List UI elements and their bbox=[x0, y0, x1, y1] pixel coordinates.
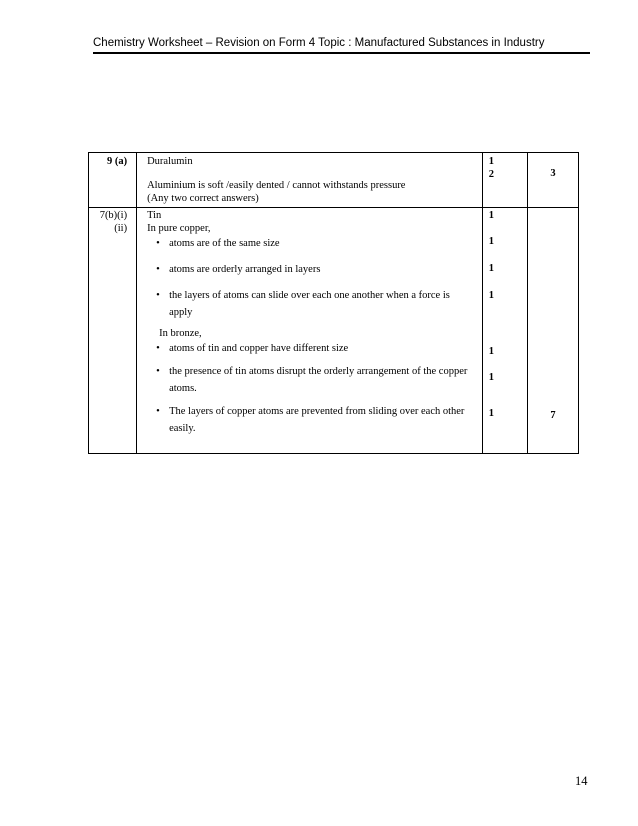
mark-value: 1 bbox=[488, 408, 495, 419]
mark-value: 1 bbox=[488, 236, 495, 247]
answer-line: In bronze, bbox=[159, 328, 202, 339]
question-number-cell bbox=[89, 153, 137, 208]
answer-bullet: • atoms are of the same size bbox=[147, 235, 474, 252]
answer-bullet: • the layers of atoms can slide over each one another when a force is apply bbox=[147, 287, 474, 321]
mark-value: 1 bbox=[488, 346, 495, 357]
table-row bbox=[89, 153, 579, 208]
table-row bbox=[89, 208, 579, 454]
answer-bullet: • the presence of tin atoms disrupt the orderly arrangement of the copper atoms. bbox=[147, 363, 474, 397]
answer-line: In pure copper, bbox=[147, 223, 211, 234]
answer-line: (Any two correct answers) bbox=[147, 193, 259, 204]
total-cell bbox=[527, 208, 578, 454]
answer-bullet: • The layers of copper atoms are prevented from sliding over each other easily. bbox=[147, 403, 474, 437]
mark-value: 1 bbox=[488, 156, 495, 167]
total-marks: 3 bbox=[550, 168, 556, 179]
answer-bullet: • atoms are orderly arranged in layers bbox=[147, 261, 474, 278]
answer-line: Tin bbox=[147, 210, 162, 221]
mark-value: 1 bbox=[488, 210, 495, 221]
mark-value: 2 bbox=[488, 169, 495, 180]
header-rule bbox=[93, 52, 590, 54]
total-marks: 7 bbox=[550, 410, 556, 421]
page-number: 14 bbox=[575, 774, 588, 788]
marks-cell bbox=[482, 153, 527, 208]
question-number: 9 (a) bbox=[106, 156, 128, 167]
answer-line: Duralumin bbox=[147, 156, 193, 167]
page-header-title: Chemistry Worksheet – Revision on Form 4 Topic : Manufactured Substances in Industry bbox=[93, 37, 545, 49]
question-number-cell bbox=[89, 208, 137, 454]
question-number: 7(b)(i) bbox=[99, 210, 128, 221]
mark-value: 1 bbox=[488, 372, 495, 383]
answer-cell bbox=[137, 153, 483, 208]
answer-bullet: • atoms of tin and copper have different size bbox=[147, 340, 474, 357]
answer-line: Aluminium is soft /easily dented / cannot withstands pressure bbox=[147, 180, 406, 191]
mark-value: 1 bbox=[488, 263, 495, 274]
mark-value: 1 bbox=[488, 290, 495, 301]
total-cell bbox=[527, 153, 578, 208]
question-number: (ii) bbox=[114, 223, 128, 234]
marking-scheme-table bbox=[88, 152, 579, 454]
marks-cell bbox=[482, 208, 527, 454]
answer-cell bbox=[137, 208, 483, 454]
